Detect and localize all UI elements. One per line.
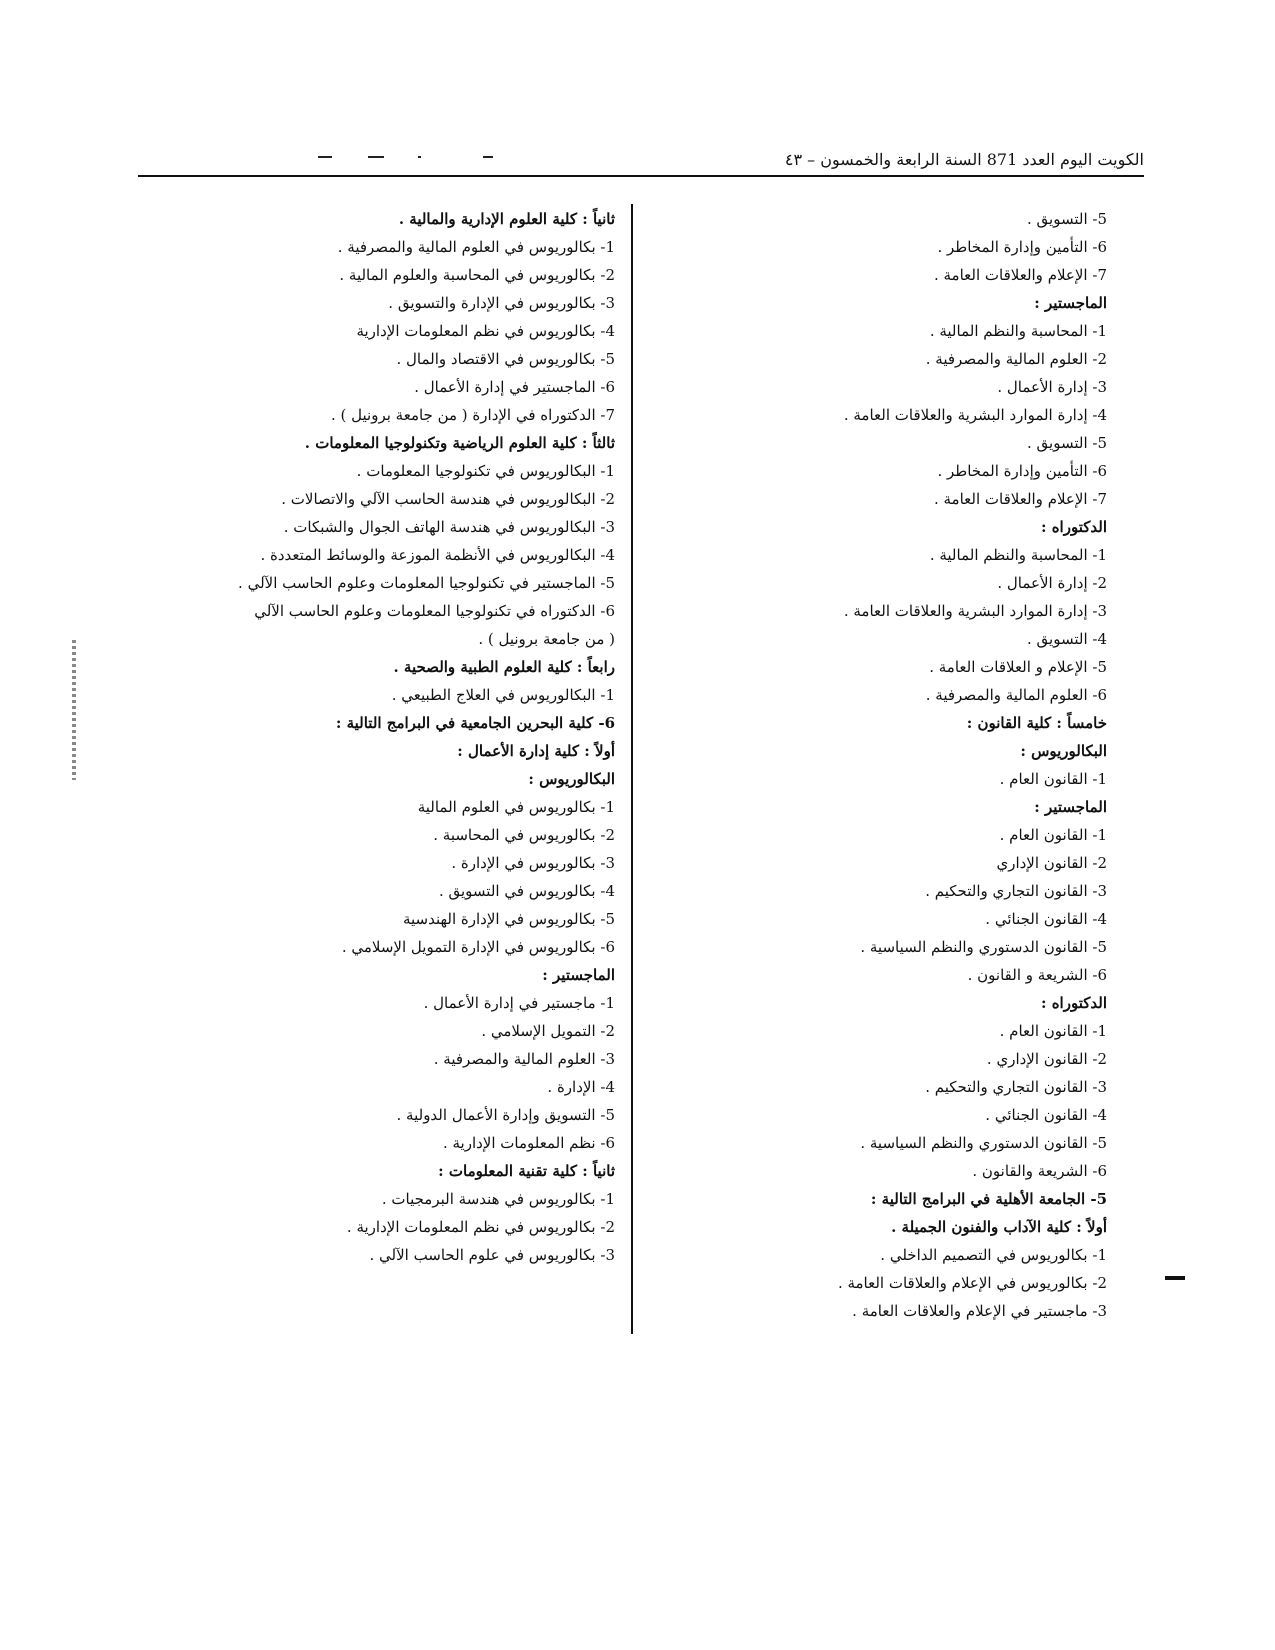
list-item: 5- القانون الدستوري والنظم السياسية . xyxy=(860,1134,1107,1152)
list-item: 1- القانون العام . xyxy=(999,770,1107,788)
list-item: 5- بكالوريوس في الاقتصاد والمال . xyxy=(396,350,615,368)
list-item: 2- بكالوريوس في المحاسبة والعلوم المالية . xyxy=(339,266,615,284)
list-item: 6- نظم المعلومات الإدارية . xyxy=(442,1134,615,1152)
list-item: 1- القانون العام . xyxy=(999,826,1107,844)
list-item: 1- البكالوريوس في تكنولوجيا المعلومات . xyxy=(356,462,615,480)
list-item: 3- ماجستير في الإعلام والعلاقات العامة . xyxy=(852,1302,1107,1320)
right-column xyxy=(607,205,1107,1325)
header-rule xyxy=(138,175,1144,177)
list-item: 2- بكالوريوس في المحاسبة . xyxy=(433,826,615,844)
list-item: 3- إدارة الموارد البشرية والعلاقات العامة . xyxy=(843,602,1107,620)
list-item: 2- القانون الإداري xyxy=(996,854,1107,872)
section-heading: الدكتوراه : xyxy=(1040,994,1107,1012)
section-heading: 6- كلية البحرين الجامعية في البرامج التالية : xyxy=(335,714,615,732)
list-item: 1- المحاسبة والنظم المالية . xyxy=(929,546,1107,564)
list-item: 1- ماجستير في إدارة الأعمال . xyxy=(423,994,615,1012)
list-item: 7- الإعلام والعلاقات العامة . xyxy=(933,266,1107,284)
list-item: 2- بكالوريوس في الإعلام والعلاقات العامة . xyxy=(837,1274,1107,1292)
list-item: 5- بكالوريوس في الإدارة الهندسية xyxy=(402,910,615,928)
list-item: 4- إدارة الموارد البشرية والعلاقات العامة . xyxy=(843,406,1107,424)
section-heading: 5- الجامعة الأهلية في البرامج التالية : xyxy=(870,1190,1107,1208)
list-item: 3- القانون التجاري والتحكيم . xyxy=(925,1078,1107,1096)
section-heading: ثانياً : كلية تقنية المعلومات : xyxy=(438,1162,615,1180)
list-item: 3- البكالوريوس في هندسة الهاتف الجوال والشبكات . xyxy=(283,518,615,536)
list-item: 3- بكالوريوس في الإدارة . xyxy=(451,854,615,872)
list-item: 6- الماجستير في إدارة الأعمال . xyxy=(414,378,615,396)
header-title: الكويت اليوم العدد 871 السنة الرابعة والخمسون – ٤٣ xyxy=(784,150,1144,169)
list-item: ( من جامعة برونيل ) . xyxy=(478,630,615,648)
list-item: 5- التسويق وإدارة الأعمال الدولية . xyxy=(396,1106,615,1124)
page-edge-mark xyxy=(1165,1276,1185,1280)
list-item: 4- القانون الجنائي . xyxy=(985,910,1107,928)
list-item: 7- الدكتوراه في الإدارة ( من جامعة برونيل ) . xyxy=(330,406,615,424)
page-header xyxy=(138,150,1144,174)
scan-mark xyxy=(418,156,421,158)
list-item: 3- بكالوريوس في الإدارة والتسويق . xyxy=(388,294,615,312)
list-item: 5- التسويق . xyxy=(1027,434,1107,452)
list-item: 6- الشريعة و القانون . xyxy=(967,966,1107,984)
list-item: 4- الإدارة . xyxy=(547,1078,615,1096)
list-item: 6- التأمين وإدارة المخاطر . xyxy=(937,462,1107,480)
left-column xyxy=(115,205,615,1269)
list-item: 5- التسويق . xyxy=(1027,210,1107,228)
list-item: 1- بكالوريوس في العلوم المالية والمصرفية . xyxy=(337,238,615,256)
list-item: 4- بكالوريوس في نظم المعلومات الإدارية xyxy=(356,322,615,340)
section-heading: أولاً : كلية الآداب والفنون الجميلة . xyxy=(891,1218,1107,1236)
header-scan-marks xyxy=(138,154,518,164)
list-item: 2- العلوم المالية والمصرفية . xyxy=(925,350,1107,368)
list-item: 3- القانون التجاري والتحكيم . xyxy=(925,882,1107,900)
list-item: 4- البكالوريوس في الأنظمة الموزعة والوسائط المتعددة . xyxy=(260,546,615,564)
list-item: 3- إدارة الأعمال . xyxy=(997,378,1107,396)
list-item: 1- بكالوريوس في التصميم الداخلي . xyxy=(880,1246,1107,1264)
section-heading: البكالوريوس : xyxy=(528,770,615,788)
list-item: 6- بكالوريوس في الإدارة التمويل الإسلامي . xyxy=(341,938,615,956)
section-heading: ثالثاً : كلية العلوم الرياضية وتكنولوجيا المعلومات . xyxy=(304,434,615,452)
section-heading: الماجستير : xyxy=(542,966,615,984)
list-item: 3- بكالوريوس في علوم الحاسب الآلي . xyxy=(369,1246,615,1264)
scan-mark xyxy=(483,156,493,158)
list-item: 4- التسويق . xyxy=(1027,630,1107,648)
scan-mark xyxy=(318,156,332,158)
list-item: 2- التمويل الإسلامي . xyxy=(481,1022,615,1040)
list-item: 6- التأمين وإدارة المخاطر . xyxy=(937,238,1107,256)
list-item: 1- بكالوريوس في هندسة البرمجيات . xyxy=(381,1190,615,1208)
list-item: 2- بكالوريوس في نظم المعلومات الإدارية . xyxy=(346,1218,615,1236)
list-item: 1- البكالوريوس في العلاج الطبيعي . xyxy=(391,686,615,704)
section-heading: الدكتوراه : xyxy=(1040,518,1107,536)
list-item: 6- العلوم المالية والمصرفية . xyxy=(925,686,1107,704)
section-heading: رابعاً : كلية العلوم الطبية والصحية . xyxy=(393,658,615,676)
margin-scan-artifact xyxy=(72,640,76,780)
list-item: 4- القانون الجنائي . xyxy=(985,1106,1107,1124)
section-heading: البكالوريوس : xyxy=(1020,742,1107,760)
section-heading: الماجستير : xyxy=(1034,294,1107,312)
list-item: 5- الإعلام و العلاقات العامة . xyxy=(929,658,1107,676)
section-heading: ثانياً : كلية العلوم الإدارية والمالية . xyxy=(398,210,615,228)
list-item: 5- الماجستير في تكنولوجيا المعلومات وعلوم الحاسب الآلي . xyxy=(238,574,615,592)
section-heading: خامساً : كلية القانون : xyxy=(966,714,1107,732)
list-item: 7- الإعلام والعلاقات العامة . xyxy=(933,490,1107,508)
list-item: 3- العلوم المالية والمصرفية . xyxy=(433,1050,615,1068)
section-heading: الماجستير : xyxy=(1034,798,1107,816)
scan-mark xyxy=(368,156,384,158)
section-heading: أولاً : كلية إدارة الأعمال : xyxy=(457,742,615,760)
list-item: 5- القانون الدستوري والنظم السياسية . xyxy=(860,938,1107,956)
list-item: 1- القانون العام . xyxy=(999,1022,1107,1040)
list-item: 1- المحاسبة والنظم المالية . xyxy=(929,322,1107,340)
list-item: 4- بكالوريوس في التسويق . xyxy=(438,882,615,900)
list-item: 1- بكالوريوس في العلوم المالية xyxy=(417,798,615,816)
list-item: 2- القانون الإداري . xyxy=(986,1050,1107,1068)
list-item: 2- البكالوريوس في هندسة الحاسب الآلي والاتصالات . xyxy=(281,490,615,508)
list-item: 2- إدارة الأعمال . xyxy=(997,574,1107,592)
list-item: 6- الدكتوراه في تكنولوجيا المعلومات وعلوم الحاسب الآلي xyxy=(254,602,615,620)
list-item: 6- الشريعة والقانون . xyxy=(972,1162,1107,1180)
